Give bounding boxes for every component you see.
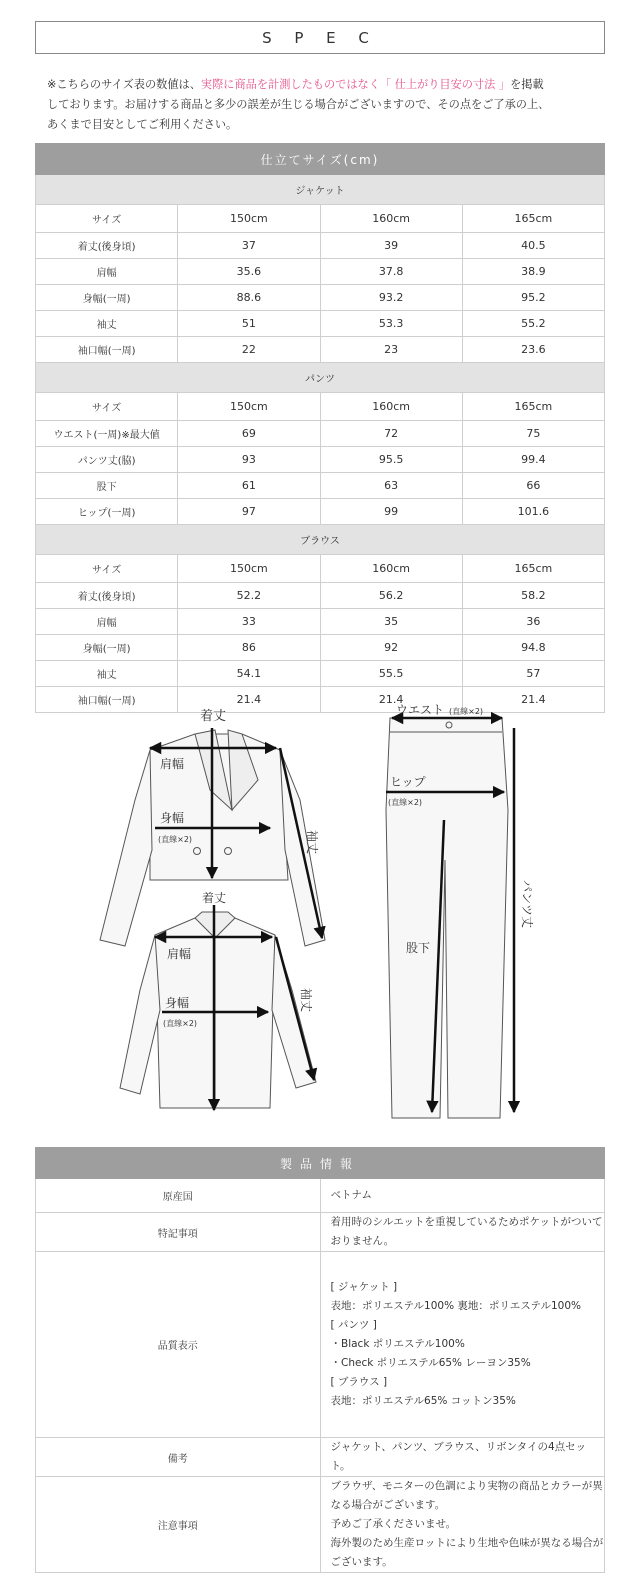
cell-value: 93 [178, 447, 320, 473]
quality-line: [ パンツ ] [330, 1319, 377, 1331]
size-col: 165cm [462, 555, 604, 583]
info-row-caution [36, 1477, 605, 1573]
section-name: パンツ [36, 363, 605, 393]
pants-length-label: パンツ丈 [520, 880, 534, 929]
cell-value: 86 [178, 635, 320, 661]
cell-value: 36 [462, 609, 604, 635]
info-key: 注意事項 [36, 1477, 321, 1573]
note-prefix: ※こちらのサイズ表の数値は、 [47, 78, 201, 91]
pants-button [446, 722, 452, 728]
info-row-quality [36, 1252, 605, 1438]
cell-value: 52.2 [178, 583, 320, 609]
info-row-remarks [36, 1438, 605, 1477]
size-col: 165cm [462, 205, 604, 233]
blouse-body-label: 身幅 [165, 996, 190, 1010]
cell-value: 92 [320, 635, 462, 661]
table-row [36, 421, 605, 447]
caution-line: 海外製のため生産ロットにより生地や色味が異なる場合がございます。 [330, 1537, 604, 1568]
table-row [36, 609, 605, 635]
cell-value: 93.2 [320, 285, 462, 311]
size-table [35, 143, 605, 713]
page-title: S P E C [35, 21, 605, 54]
section-row-blouse [36, 525, 605, 555]
row-label: ヒップ(一周) [36, 499, 178, 525]
cell-value: 51 [178, 311, 320, 337]
info-key: 備考 [36, 1438, 321, 1477]
caution-line: 予めご了承くださいませ。 [330, 1518, 457, 1530]
size-col: 150cm [178, 555, 320, 583]
pants-hip-label: ヒップ [390, 775, 426, 789]
table-row [36, 661, 605, 687]
note-suffix: を掲載 [510, 78, 544, 91]
row-label: サイズ [36, 393, 178, 421]
size-header-row [36, 393, 605, 421]
info-key: 品質表示 [36, 1252, 321, 1438]
note-highlight: 実際に商品を計測したものではなく「 仕上がり目安の寸法 」 [200, 78, 511, 91]
section-name: ブラウス [36, 525, 605, 555]
table-row [36, 337, 605, 363]
size-note [47, 75, 607, 135]
row-label: ウエスト(一周)※最大値 [36, 421, 178, 447]
cell-value: 35.6 [178, 259, 320, 285]
quality-line: ・Black ポリエステル100% [330, 1338, 465, 1350]
cell-value: 97 [178, 499, 320, 525]
quality-line: ・Check ポリエステル65% レーヨン35% [330, 1357, 531, 1369]
table-row [36, 285, 605, 311]
quality-line: 表地：ポリエステル65% コットン35% [330, 1395, 516, 1407]
cell-value: 39 [320, 233, 462, 259]
info-key: 原産国 [36, 1179, 321, 1213]
jacket-sleeve-label: 袖丈 [305, 830, 319, 855]
cell-value: 55.2 [462, 311, 604, 337]
cell-value: 54.1 [178, 661, 320, 687]
info-value: ベトナム [320, 1179, 605, 1213]
cell-value: 38.9 [462, 259, 604, 285]
cell-value: 61 [178, 473, 320, 499]
blouse-sleeve-label: 袖丈 [299, 988, 313, 1013]
cell-value: 101.6 [462, 499, 604, 525]
size-col: 160cm [320, 393, 462, 421]
cell-value: 21.4 [320, 687, 462, 713]
cell-value: 21.4 [178, 687, 320, 713]
cell-value: 55.5 [320, 661, 462, 687]
jacket-button [225, 848, 232, 855]
cell-value: 99.4 [462, 447, 604, 473]
note-line2: しております。お届けする商品と多少の誤差が生じる場合がございますので、その点をご了承の上、 [47, 98, 550, 111]
jacket-body-note: (直線×2) [158, 835, 193, 844]
table-row [36, 311, 605, 337]
size-col: 160cm [320, 555, 462, 583]
blouse-illustration [120, 912, 316, 1108]
size-col: 165cm [462, 393, 604, 421]
jacket-button [194, 848, 201, 855]
cell-value: 88.6 [178, 285, 320, 311]
row-label: 股下 [36, 473, 178, 499]
row-label: 肩幅 [36, 609, 178, 635]
table-row [36, 635, 605, 661]
quality-line: 表地：ポリエステル100% 裏地：ポリエステル100% [330, 1300, 581, 1312]
size-table-header [36, 144, 605, 175]
row-label: 肩幅 [36, 259, 178, 285]
cell-value: 37.8 [320, 259, 462, 285]
table-row [36, 259, 605, 285]
info-row-special [36, 1213, 605, 1252]
cell-value: 22 [178, 337, 320, 363]
section-name: ジャケット [36, 175, 605, 205]
cell-value: 21.4 [462, 687, 604, 713]
row-label: 袖口幅(一周) [36, 687, 178, 713]
row-label: パンツ丈(脇) [36, 447, 178, 473]
row-label: 袖丈 [36, 311, 178, 337]
size-header-row [36, 555, 605, 583]
row-label: サイズ [36, 555, 178, 583]
row-label: 身幅(一周) [36, 635, 178, 661]
section-row-pants [36, 363, 605, 393]
cell-value: 35 [320, 609, 462, 635]
quality-line: [ ブラウス ] [330, 1376, 388, 1388]
measurement-diagram [0, 690, 640, 1130]
pants-inseam-label: 股下 [406, 941, 431, 955]
pants-waist-label: ウエスト [396, 703, 445, 717]
table-row [36, 473, 605, 499]
quality-line: [ ジャケット ] [330, 1281, 398, 1293]
row-label: 身幅(一周) [36, 285, 178, 311]
blouse-left-sleeve [120, 935, 160, 1094]
info-value [320, 1252, 605, 1438]
cell-value: 58.2 [462, 583, 604, 609]
size-col: 160cm [320, 205, 462, 233]
info-row-origin [36, 1179, 605, 1213]
cell-value: 37 [178, 233, 320, 259]
jacket-shoulder-label: 肩幅 [160, 757, 185, 771]
size-col: 150cm [178, 205, 320, 233]
cell-value: 23 [320, 337, 462, 363]
product-info-table [35, 1147, 605, 1573]
cell-value: 95.5 [320, 447, 462, 473]
cell-value: 72 [320, 421, 462, 447]
size-header-row [36, 205, 605, 233]
jacket-length-label: 着丈 [200, 709, 227, 724]
table-row [36, 583, 605, 609]
cell-value: 66 [462, 473, 604, 499]
cell-value: 57 [462, 661, 604, 687]
info-key: 特記事項 [36, 1213, 321, 1252]
cell-value: 63 [320, 473, 462, 499]
section-row-jacket [36, 175, 605, 205]
product-info-title: 製品情報 [36, 1148, 605, 1179]
blouse-body-note: (直線×2) [163, 1019, 198, 1028]
pants-waist-note: (直線×2) [449, 707, 484, 716]
caution-line: ブラウザ、モニターの色調により実物の商品とカラーが異なる場合がございます。 [330, 1480, 603, 1511]
blouse-shoulder-label: 肩幅 [167, 947, 192, 961]
info-value: ジャケット、パンツ、ブラウス、リボンタイの4点セット。 [320, 1438, 605, 1477]
blouse-length-label: 着丈 [202, 891, 227, 905]
info-value [320, 1477, 605, 1573]
jacket-left-sleeve [100, 750, 152, 946]
row-label: 着丈(後身頃) [36, 233, 178, 259]
cell-value: 95.2 [462, 285, 604, 311]
row-label: 袖口幅(一周) [36, 337, 178, 363]
table-row [36, 447, 605, 473]
size-col: 150cm [178, 393, 320, 421]
row-label: 袖丈 [36, 661, 178, 687]
cell-value: 33 [178, 609, 320, 635]
cell-value: 53.3 [320, 311, 462, 337]
table-row [36, 233, 605, 259]
pants-hip-note: (直線×2) [388, 798, 423, 807]
row-label: 着丈(後身頃) [36, 583, 178, 609]
size-table-title: 仕立てサイズ(cm) [36, 144, 605, 175]
table-row [36, 499, 605, 525]
note-line3: あくまで目安としてご利用ください。 [47, 118, 238, 131]
cell-value: 56.2 [320, 583, 462, 609]
jacket-body-label: 身幅 [160, 811, 185, 825]
cell-value: 75 [462, 421, 604, 447]
cell-value: 94.8 [462, 635, 604, 661]
product-info-header [36, 1148, 605, 1179]
cell-value: 99 [320, 499, 462, 525]
row-label: サイズ [36, 205, 178, 233]
cell-value: 69 [178, 421, 320, 447]
cell-value: 40.5 [462, 233, 604, 259]
cell-value: 23.6 [462, 337, 604, 363]
info-value: 着用時のシルエットを重視しているためポケットがついておりません。 [320, 1213, 605, 1252]
